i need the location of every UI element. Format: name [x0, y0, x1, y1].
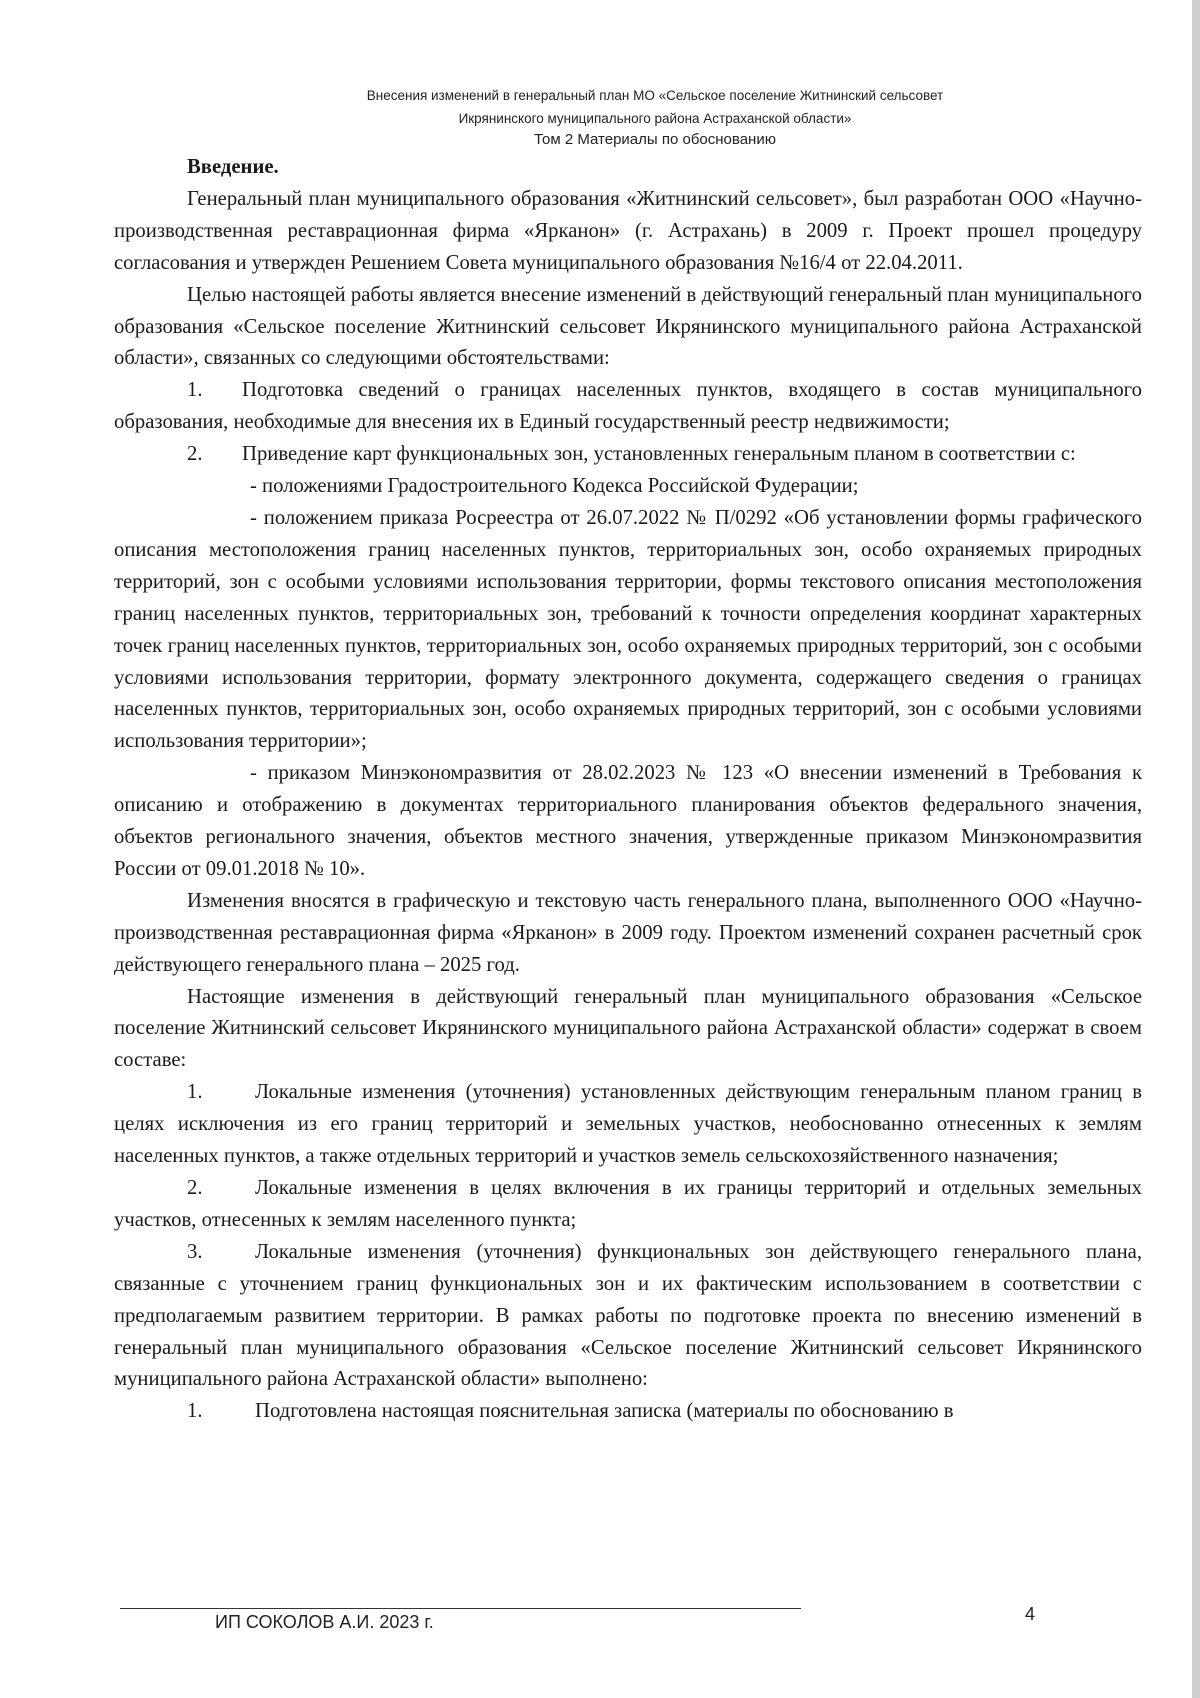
list-item: [114, 1173, 1142, 1237]
list-item-number: 1.: [187, 1081, 203, 1104]
paragraph-3: Изменения вносятся в графическую и текстовую часть генерального плана, выполненного ООО «Научно-производственная реставрационная фирма «Ярканон» в 2009 году. Проектом изменений сохранен расчетный срок действующего генерального плана – 2025 год.: [114, 889, 1142, 976]
list-item: [114, 1077, 1142, 1173]
list-item: [114, 1237, 1142, 1397]
list-item: [114, 375, 1142, 439]
header-line-3: Том 2 Материалы по обоснованию: [534, 131, 776, 148]
list-item-number: 2.: [187, 443, 203, 466]
document-body: [114, 152, 1142, 1428]
header-line-1: Внесения изменений в генеральный план МО «Сельское поселение Житнинский сельсовет: [366, 88, 944, 103]
header-line-2: Икрянинского муниципального района Астраханской области»: [458, 111, 852, 126]
list-item-number: 2.: [187, 1177, 203, 1199]
list-item-number: 1.: [187, 1400, 203, 1423]
page-number: 4: [1025, 1604, 1036, 1624]
list-item: [114, 1396, 1142, 1428]
paragraph-1: Генеральный план муниципального образования «Житнинский сельсовет», был разработан ООО «Научно-производственная реставрационная фирма «Ярканон» (г. Астрахань) в 2009 г. Проект прошел процедуру согласования и утвержден Решением Совета муниципального образования №16/4 от 22.04.2011.: [114, 187, 1142, 274]
sub-item-1: - положениями Градостроительного Кодекса Российской Фудерации;: [250, 475, 859, 498]
footer-divider: [120, 1608, 801, 1609]
page-edge-shadow: [1192, 0, 1200, 1698]
list-item: [114, 439, 1142, 471]
sub-item-3: - приказом Минэкономразвития от 28.02.2023 № 123 «О внесении изменений в Требования к описанию и отображению в документах территориального планирования объектов федерального значения, объектов регионального значения, объектов местного значения, утвержденные приказом Минэкономразвития России от 09.01.2018 № 10».: [114, 762, 1142, 880]
list-item-text: Приведение карт функциональных зон, установленных генеральным планом в соответствии с:: [242, 443, 1076, 466]
sub-item-2: - положением приказа Росреестра от 26.07.2022 № П/0292 «Об установлении формы графического описания местоположения границ населенных пунктов, территориальных зон, особо охраняемых природных территорий, зон с особыми условиями использования территории, формы текстового описания местоположения границ населенных пунктов, территориальных зон, требований к точности определения координат характерных точек границ населенных пунктов, территориальных зон, особо охраняемых природных территорий, зон с особыми условиями использования территории, формату электронного документа, содержащего сведения о границах населенных пунктов, территориальных зон, особо охраняемых природных территорий, зон с особыми условиями использования территории»;: [114, 506, 1142, 753]
list-item-text: Локальные изменения в целях включения в их границы территорий и отдельных земельных участков, отнесенных к землям населенного пункта;: [114, 1177, 1142, 1231]
section-title: Введение.: [187, 156, 279, 178]
page-header: [0, 84, 1200, 150]
list-item-text: Подготовлена настоящая пояснительная записка (материалы по обоснованию в: [255, 1400, 954, 1423]
list-item-text: Подготовка сведений о границах населенных пунктов, входящего в состав муниципального образования, необходимые для внесения их в Единый государственный реестр недвижимости;: [114, 379, 1142, 434]
list-item-text: Локальные изменения (уточнения) функциональных зон действующего генерального плана, связанные с уточнением границ функциональных зон и их фактическим использованием в соответствии с предполагаемым развитием территории. В рамках работы по подготовке проекта по внесению изменений в генеральный план муниципального образования «Сельское поселение Житнинский сельсовет Икрянинского муниципального района Астраханской области» выполнено:: [114, 1240, 1142, 1391]
list-item-number: 3.: [187, 1240, 203, 1263]
paragraph-4: Настоящие изменения в действующий генеральный план муниципального образования «Сельское поселение Житнинский сельсовет Икрянинского муниципального района Астраханской области» содержат в своем составе:: [114, 985, 1142, 1072]
footer-author: ИП СОКОЛОВ А.И. 2023 г.: [215, 1612, 434, 1632]
list-item-number: 1.: [187, 379, 203, 402]
list-item-text: Локальные изменения (уточнения) установленных действующим генеральным планом границ в целях исключения из его границ территорий и земельных участков, необоснованно отнесенных к землям населенных пунктов, а также отдельных территорий и участков земель сельскохозяйственного назначения;: [114, 1081, 1142, 1168]
paragraph-2: Целью настоящей работы является внесение изменений в действующий генеральный план муниципального образования «Сельское поселение Житнинский сельсовет Икрянинского муниципального района Астраханской области», связанных со следующими обстоятельствами:: [114, 283, 1142, 370]
